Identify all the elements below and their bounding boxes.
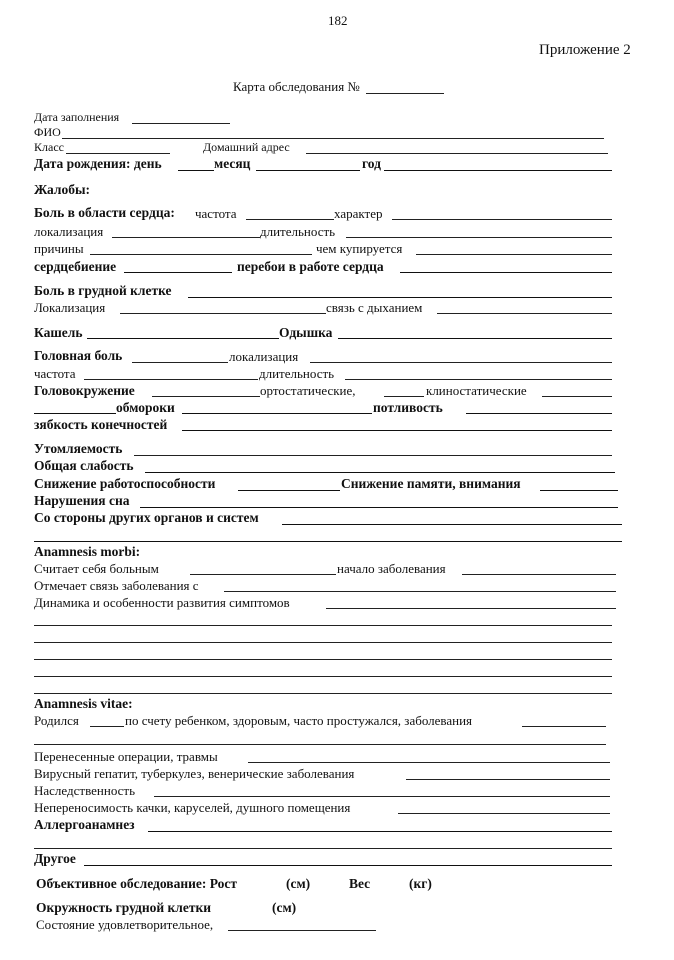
fainting-label: обмороки (116, 400, 175, 415)
cold-limbs-label: зябкость конечностей (34, 417, 168, 432)
sleep-line[interactable] (140, 507, 618, 508)
fatigue-label: Утомляемость (34, 441, 123, 456)
breathing-link-line[interactable] (437, 313, 612, 314)
chest-unit-label: (см) (272, 900, 297, 915)
born-label: Родился (34, 713, 79, 728)
other-line[interactable] (84, 865, 612, 866)
chest-localization-label: Локализация (34, 300, 106, 315)
intolerance-line[interactable] (398, 813, 610, 814)
headache-line[interactable] (132, 362, 228, 363)
birth-day-line[interactable] (178, 170, 214, 171)
weight-label: Вес (349, 876, 371, 891)
ill-since-line[interactable] (190, 574, 336, 575)
chest-circumference-label: Окружность грудной клетки (36, 900, 212, 915)
born-diseases-line[interactable] (522, 726, 606, 727)
fio-label: ФИО (34, 125, 61, 139)
cold-limbs-line[interactable] (182, 430, 612, 431)
breathing-link-label: связь с дыханием (326, 300, 423, 315)
heart-relieved-line[interactable] (416, 254, 612, 255)
birth-month-line[interactable] (256, 170, 360, 171)
weight-unit-label: (кг) (409, 876, 432, 891)
heart-causes-label: причины (34, 241, 84, 256)
sweating-label: потливость (373, 400, 443, 415)
headache-label: Головная боль (34, 348, 123, 363)
dynamics-line-3[interactable] (34, 642, 612, 643)
interruptions-line[interactable] (400, 272, 612, 273)
onset-line[interactable] (462, 574, 616, 575)
heart-frequency-label: частота (195, 206, 237, 221)
memory-label: Снижение памяти, внимания (341, 476, 521, 491)
fill-date-label: Дата заполнения (34, 110, 120, 124)
dynamics-label: Динамика и особенности развития симптомов (34, 595, 290, 610)
dynamics-line-5[interactable] (34, 676, 612, 677)
dizziness-line[interactable] (152, 396, 260, 397)
dyspnea-label: Одышка (279, 325, 333, 340)
fainting-pre-line[interactable] (34, 413, 116, 414)
home-address-line[interactable] (306, 153, 608, 154)
onset-label: начало заболевания (337, 561, 446, 576)
dynamics-line-6[interactable] (34, 693, 612, 694)
dynamics-line[interactable] (326, 608, 616, 609)
headache-frequency-line[interactable] (84, 379, 258, 380)
heart-relieved-label: чем купируется (316, 241, 403, 256)
appendix-label: Приложение 2 (539, 42, 631, 58)
objective-height-label: Объективное обследование: Рост (36, 876, 238, 891)
fio-line[interactable] (62, 138, 604, 139)
other-organs-line[interactable] (282, 524, 622, 525)
complaints-title: Жалобы: (34, 182, 90, 197)
work-capacity-label: Снижение работоспособности (34, 476, 216, 491)
anamnesis-vitae-title: Anamnesis vitae: (34, 696, 133, 711)
birth-month-label: месяц (214, 156, 251, 171)
intolerance-label: Непереносимость качки, каруселей, душного помещения (34, 800, 351, 815)
sleep-label: Нарушения сна (34, 493, 130, 508)
headache-duration-line[interactable] (345, 379, 612, 380)
home-address-label: Домашний адрес (203, 140, 290, 154)
allergy-line-2[interactable] (34, 848, 612, 849)
fatigue-line[interactable] (134, 455, 612, 456)
heart-pain-label: Боль в области сердца: (34, 205, 175, 220)
disease-link-line[interactable] (224, 591, 616, 592)
orthostatic-label: ортостатические, (260, 383, 356, 398)
operations-line[interactable] (248, 762, 610, 763)
headache-localization-line[interactable] (310, 362, 612, 363)
memory-line[interactable] (540, 490, 618, 491)
anamnesis-morbi-title: Anamnesis morbi: (34, 544, 141, 559)
height-unit-label: (см) (286, 876, 311, 891)
heart-frequency-line[interactable] (246, 219, 334, 220)
operations-label: Перенесенные операции, травмы (34, 749, 218, 764)
orthostatic-line[interactable] (384, 396, 424, 397)
headache-duration-label: длительность (259, 366, 335, 381)
cough-label: Кашель (34, 325, 83, 340)
born-order-line[interactable] (90, 726, 124, 727)
heart-duration-line[interactable] (346, 237, 612, 238)
weakness-line[interactable] (145, 472, 615, 473)
headache-frequency-label: частота (34, 366, 76, 381)
state-label: Состояние удовлетворительное, (36, 917, 214, 932)
other-organs-label: Со стороны других органов и систем (34, 510, 259, 525)
palpitation-line[interactable] (124, 272, 232, 273)
heart-causes-line[interactable] (90, 254, 312, 255)
cough-line[interactable] (87, 338, 279, 339)
heart-duration-label: длительность (260, 224, 336, 239)
fainting-line[interactable] (182, 413, 372, 414)
dyspnea-line[interactable] (338, 338, 612, 339)
other-organs-line-2[interactable] (34, 541, 622, 542)
class-label: Класс (34, 140, 64, 154)
born-diseases-line-2[interactable] (34, 744, 606, 745)
heredity-label: Наследственность (34, 783, 136, 798)
heart-character-label: характер (334, 206, 383, 221)
fill-date-line[interactable] (132, 123, 230, 124)
chest-pain-line[interactable] (188, 297, 612, 298)
work-capacity-line[interactable] (238, 490, 340, 491)
clinostatic-line[interactable] (542, 396, 612, 397)
dizziness-label: Головокружение (34, 383, 135, 398)
chest-pain-label: Боль в грудной клетке (34, 283, 172, 298)
birth-year-label: год (362, 156, 381, 171)
palpitation-label: сердцебиение (34, 259, 117, 274)
birth-year-line[interactable] (384, 170, 612, 171)
card-title: Карта обследования № (233, 79, 360, 94)
ill-since-label: Считает себя больным (34, 561, 159, 576)
sweating-line[interactable] (466, 413, 612, 414)
birth-date-label: Дата рождения: день (34, 156, 162, 171)
dynamics-line-4[interactable] (34, 659, 612, 660)
infections-line[interactable] (406, 779, 610, 780)
heart-localization-label: локализация (34, 224, 104, 239)
state-line[interactable] (228, 930, 376, 931)
page-number: 182 (328, 13, 348, 28)
class-line[interactable] (66, 153, 170, 154)
weakness-label: Общая слабость (34, 458, 134, 473)
infections-label: Вирусный гепатит, туберкулез, венерические заболевания (34, 766, 355, 781)
chest-localization-line[interactable] (120, 313, 326, 314)
interruptions-label: перебои в работе сердца (237, 259, 384, 274)
heart-localization-line[interactable] (112, 237, 260, 238)
clinostatic-label: клиностатические (426, 383, 527, 398)
allergy-label: Аллергоанамнез (34, 817, 135, 832)
heart-character-line[interactable] (392, 219, 612, 220)
other-label: Другое (34, 851, 76, 866)
heredity-line[interactable] (154, 796, 610, 797)
headache-localization-label: локализация (229, 349, 299, 364)
allergy-line[interactable] (148, 831, 612, 832)
dynamics-line-2[interactable] (34, 625, 612, 626)
born-rest-label: по счету ребенком, здоровым, часто простужался, заболевания (125, 713, 473, 728)
disease-link-label: Отмечает связь заболевания с (34, 578, 199, 593)
card-number-line[interactable] (366, 93, 444, 94)
